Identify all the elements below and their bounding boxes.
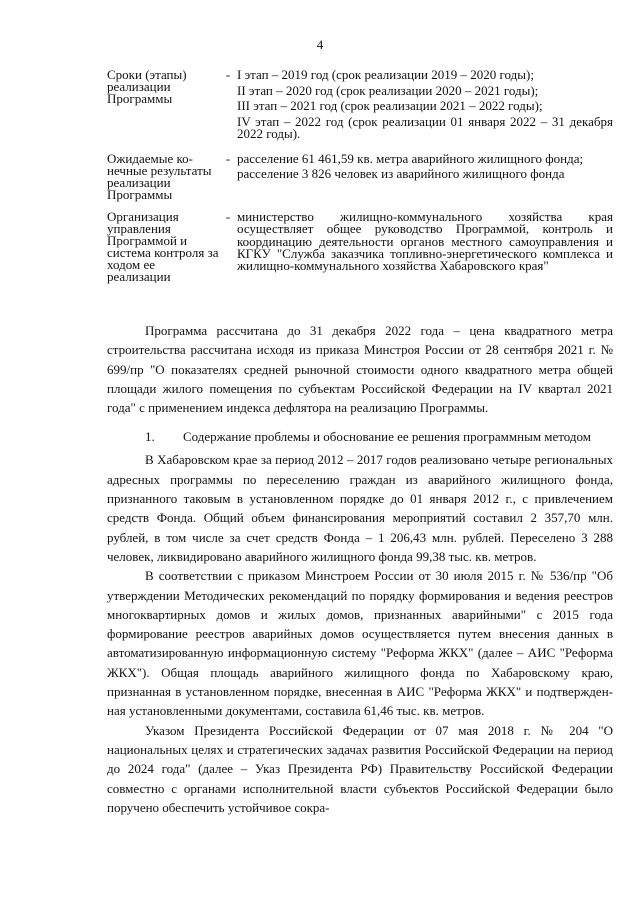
stage-line: II этап – 2020 год (срок реализации 2020 – 2021 годы);	[237, 82, 539, 98]
passport-dash: -	[225, 67, 231, 82]
passport-row-stages	[107, 69, 613, 143]
result-line: расселение 3 826 человек из аварийного жилищного фонда	[237, 166, 565, 182]
management-text: министерство жилищно-коммунального хозяйства края осуществляет общее руководство Программой, контроль и координацию деятельности органов местного самоуправления и КГКУ "Служба заказчика топливно-энергетического комплекса и жилищно-коммунального хозяйства Хабаровского края"	[237, 209, 613, 274]
body-paragraph: В Хабаровском крае за период 2012 – 2017 годов реализовано четыре региональных адресных программы по переселению граждан из аварийного жилищного фонда, признанного таковым в установленном порядке до 01 января 2012 г., с привлечением средств Фонда. Общий объем финансирования мероприятий составил 2 357,70 млн. рублей, в том числе за счет средств Фонда – 1 206,43 млн. рублей. Переселено 3 288 человек, ликвидировано аварийного жилищного фонда 99,38 тыс. кв. метров.	[107, 452, 613, 564]
passport-value	[237, 69, 613, 143]
stage-line: I этап – 2019 год (срок реализации 2019 – 2020 годы);	[237, 67, 534, 82]
body-paragraph: Программа рассчитана до 31 декабря 2022 года – цена квадратного метра строительства рассчитана исходя из приказа Минстроя России от 28 сентября 2021 г. № 699/пр "О показателях средней рыночной стоимости одного квадратного метра общей площади жилого помещения по субъектам Российской Федерации на IV квартал 2021 года" с применением индекса дефлятора на реализацию Программы.	[107, 323, 613, 416]
passport-value	[237, 153, 613, 201]
stage-line: IV этап – 2022 год (срок реализации 01 января 2022 – 31 декабря 2022 годы).	[237, 113, 613, 141]
result-line: расселение 61 461,59 кв. метра аварийного жилищного фонда;	[237, 151, 584, 167]
section-heading	[107, 429, 613, 444]
body-paragraph: Указом Президента Российской Федерации от 07 мая 2018 г. № 204 "О национальных целях и стратегических задачах развития Российской Федерации на период до 2024 года" (далее – Указ Президента РФ) Правительству Российской Федерации совместно с органами исполнительной власти субъектов Российской Федерации было поручено обеспечить устойчивое сокра-	[107, 722, 613, 815]
section-title: Содержание проблемы и обоснование ее решения программным методом	[183, 429, 592, 445]
body-paragraph: В соответствии с приказом Минстроем России от 30 июля 2015 г. № 536/пр "Об утверждении Методических рекомендаций по порядку формирования и ведения реестров многоквартирных домов и жилых домов, признанных аварийными" с 2015 года формирование реестров аварийных домов осуществляется путем внесения данных в автоматизированную информационную систему "Реформа ЖКХ" (далее – АИС "Реформа ЖКХ"). Общая площадь аварийного жилищного фонда по Хабаровскому краю, признанная в установленном порядке, внесенная в АИС "Реформа ЖКХ" и подтвержденная установленными документами, составила 61,46 тыс. кв. метров.	[107, 568, 613, 719]
page-number: 4	[316, 37, 324, 52]
passport-row-results	[107, 153, 613, 201]
passport-label: Сроки (этапы) реализации Программы	[107, 67, 187, 106]
document-body	[107, 321, 613, 817]
passport-label: Организация управления Программой и система контроля за ходом ее реализации	[107, 209, 219, 285]
passport-value	[237, 211, 613, 283]
passport-label: Ожидаемые конечные результаты реализации Программы	[107, 151, 212, 203]
program-passport-table	[107, 69, 613, 293]
passport-dash: -	[225, 209, 231, 225]
stage-line: III этап – 2021 год (срок реализации 2021 – 2022 годы);	[237, 98, 543, 113]
passport-dash: -	[225, 151, 231, 167]
passport-row-management	[107, 211, 613, 283]
section-number: 1.	[145, 429, 155, 445]
